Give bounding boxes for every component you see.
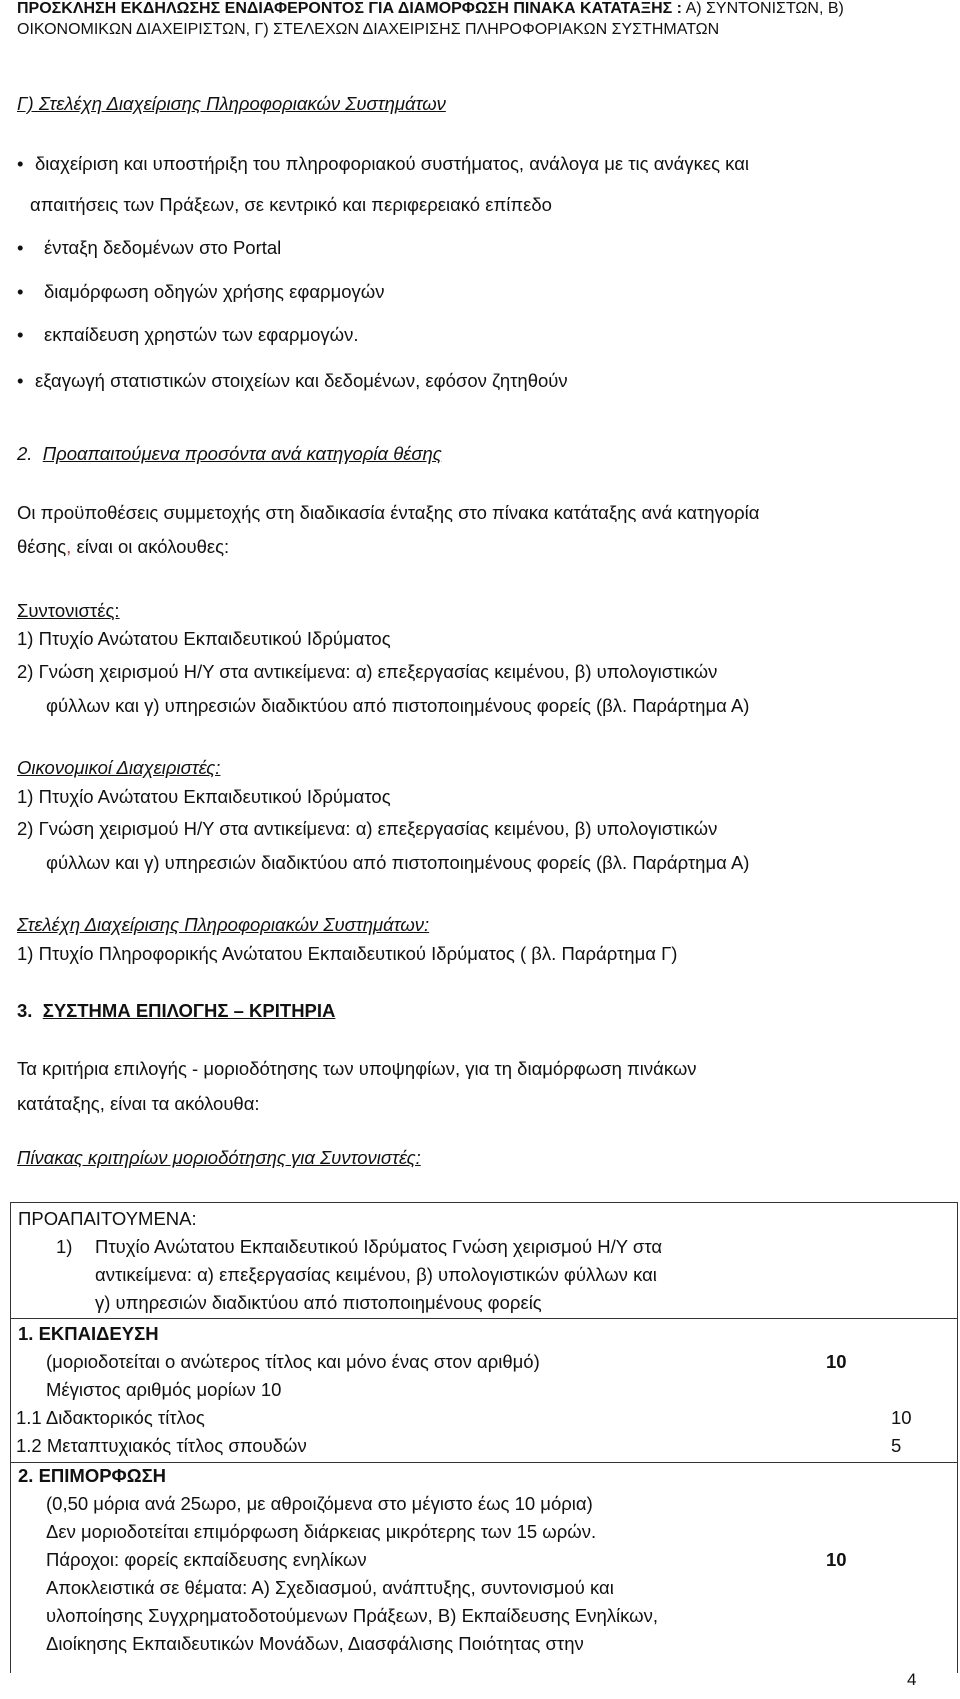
header-line-2: ΟΙΚΟΝΟΜΙΚΩΝ ΔΙΑΧΕΙΡΙΣΤΩΝ, Γ) ΣΤΕΛΕΧΩΝ ΔΙΑΧΕΙΡΙΣΗΣ ΠΛΗΡΟΦΟΡΙΑΚΩΝ ΣΥΣΤΗΜΑΤΩΝ (17, 21, 720, 38)
section-2-intro-line-1: Οι προϋποθέσεις συμμετοχής στη διαδικασία ένταξης στο πίνακα κατάταξης ανά κατηγορία (17, 502, 760, 523)
coordinators-item-1: 1) Πτυχίο Ανώτατου Εκπαιδευτικού Ιδρύματος (17, 628, 391, 649)
bullet-text: διαμόρφωση οδηγών χρήσης εφαρμογών (44, 281, 385, 302)
section-2-title: Προαπαιτούμενα προσόντα ανά κατηγορία θέσης (42, 443, 442, 464)
bullet-item (17, 324, 359, 346)
bullet-continuation: απαιτήσεις των Πράξεων, σε κεντρικό και περιφερειακό επίπεδο (30, 194, 552, 215)
training-max-points: 10 (826, 1549, 847, 1570)
header-line-1 (17, 0, 844, 18)
bullet-text: διαχείριση και υποστήριξη του πληροφοριακού συστήματος, ανάλογα με τις ανάγκες και (35, 153, 749, 174)
financial-item-1: 1) Πτυχίο Ανώτατου Εκπαιδευτικού Ιδρύματος (17, 786, 391, 807)
it-staff-item-1: 1) Πτυχίο Πληροφορικής Ανώτατου Εκπαιδευτικού Ιδρύματος ( βλ. Παράρτημα Γ) (17, 943, 678, 964)
coordinators-item-2-line-2: φύλλων και γ) υπηρεσιών διαδικτύου από πιστοποιημένους φορείς (βλ. Παράρτημα Α) (46, 695, 750, 716)
intro-rest: είναι οι ακόλουθες: (71, 536, 230, 557)
coordinators-heading: Συντονιστές: (17, 600, 120, 621)
criteria-table (10, 1202, 958, 1673)
training-line-4: Αποκλειστικά σε θέματα: Α) Σχεδιασμού, ανάπτυξης, συντονισμού και (46, 1577, 614, 1598)
bullet-icon: • (17, 237, 24, 258)
bullet-icon: • (17, 370, 24, 391)
prereq-number: 1) (56, 1236, 73, 1257)
intro-word: θέσης (17, 536, 67, 557)
training-line-1: (0,50 μόρια ανά 25ωρο, με αθροιζόμενα στο μέγιστο έως 10 μόρια) (46, 1493, 593, 1514)
education-max-points: 10 (826, 1351, 847, 1372)
education-line-2: Μέγιστος αριθμός μορίων 10 (46, 1379, 282, 1400)
bullet-item (17, 281, 384, 303)
table-row (11, 1463, 958, 1674)
training-line-2: Δεν μοριοδοτείται επιμόρφωση διάρκειας μικρότερης των 15 ωρών. (46, 1521, 597, 1542)
table-row (11, 1319, 958, 1463)
bullet-text: ένταξη δεδομένων στο Portal (44, 237, 282, 258)
financial-heading: Οικονομικοί Διαχειριστές: (17, 757, 221, 778)
table-row (11, 1203, 958, 1319)
prereq-heading: ΠΡΟΑΠΑΙΤΟΥΜΕΝΑ: (18, 1208, 197, 1229)
section-2-heading (17, 443, 442, 465)
prereq-line-2: αντικείμενα: α) επεξεργασίας κειμένου, β) υπολογιστικών φύλλων και (95, 1264, 657, 1285)
education-row-label: 1.2 Μεταπτυχιακός τίτλος σπουδών (16, 1435, 307, 1456)
training-line-5: υλοποίησης Συγχρηματοδοτούμενων Πράξεων, Β) Εκπαίδευσης Ενηλίκων, (46, 1605, 658, 1626)
section-3-number: 3. (17, 1000, 33, 1021)
header-line-1-bold: ΠΡΟΣΚΛΗΣΗ ΕΚΔΗΛΩΣΗΣ ΕΝΔΙΑΦΕΡΟΝΤΟΣ ΓΙΑ ΔΙΑΜΟΡΦΩΣΗ ΠΙΝΑΚΑ ΚΑΤΑΤΑΞΗΣ : (17, 0, 682, 17)
bullet-item (17, 153, 749, 175)
bullet-icon: • (17, 153, 24, 174)
training-cell (11, 1463, 958, 1674)
prereq-cell (11, 1203, 958, 1319)
bullet-item (17, 237, 281, 259)
education-cell (11, 1319, 958, 1463)
section-2-number: 2. (17, 443, 33, 464)
section-3-intro-line-2: κατάταξης, είναι τα ακόλουθα: (17, 1093, 260, 1114)
section-g-title: Γ) Στελέχη Διαχείρισης Πληροφοριακών Συστημάτων (17, 93, 446, 114)
bullet-icon: • (17, 324, 24, 345)
education-heading: 1. ΕΚΠΑΙΔΕΥΣΗ (18, 1323, 159, 1344)
education-row-label: 1.1 Διδακτορικός τίτλος (16, 1407, 205, 1428)
coordinators-item-2-line-1: 2) Γνώση χειρισμού Η/Υ στα αντικείμενα: α) επεξεργασίας κειμένου, β) υπολογιστικών (17, 661, 718, 682)
bullet-icon: • (17, 281, 24, 302)
education-row-points: 10 (891, 1407, 912, 1428)
bullet-text: εκπαίδευση χρηστών των εφαρμογών. (44, 324, 359, 345)
header-line-1-rest: Α) ΣΥΝΤΟΝΙΣΤΩΝ, Β) (682, 0, 844, 17)
training-heading: 2. ΕΠΙΜΟΡΦΩΣΗ (18, 1465, 167, 1486)
bullet-item (17, 370, 568, 392)
intro-comma: , (66, 536, 72, 557)
financial-item-2-line-2: φύλλων και γ) υπηρεσιών διαδικτύου από πιστοποιημένους φορείς (βλ. Παράρτημα Α) (46, 852, 750, 873)
education-row-points: 5 (891, 1435, 902, 1456)
financial-item-2-line-1: 2) Γνώση χειρισμού Η/Υ στα αντικείμενα: α) επεξεργασίας κειμένου, β) υπολογιστικών (17, 818, 718, 839)
section-3-title: ΣΥΣΤΗΜΑ ΕΠΙΛΟΓΗΣ – ΚΡΙΤΗΡΙΑ (42, 1000, 336, 1021)
training-line-6: Διοίκησης Εκπαιδευτικών Μονάδων, Διασφάλισης Ποιότητας στην (46, 1633, 584, 1654)
section-3-heading (17, 1000, 335, 1022)
page-number: 4 (907, 1670, 917, 1689)
education-line-1: (μοριοδοτείται ο ανώτερος τίτλος και μόνο ένας στον αριθμό) (46, 1351, 540, 1372)
prereq-line-1: Πτυχίο Ανώτατου Εκπαιδευτικού Ιδρύματος Γνώση χειρισμού Η/Υ στα (95, 1236, 663, 1257)
prereq-line-3: γ) υπηρεσιών διαδικτύου από πιστοποιημένους φορείς (95, 1292, 542, 1313)
it-staff-heading: Στελέχη Διαχείρισης Πληροφοριακών Συστημάτων: (17, 914, 430, 935)
criteria-table-title: Πίνακας κριτηρίων μοριοδότησης για Συντονιστές: (17, 1147, 421, 1168)
section-3-intro-line-1: Τα κριτήρια επιλογής - μοριοδότησης των υποψηφίων, για τη διαμόρφωση πινάκων (17, 1058, 697, 1079)
bullet-text: εξαγωγή στατιστικών στοιχείων και δεδομένων, εφόσον ζητηθούν (35, 370, 568, 391)
training-line-3: Πάροχοι: φορείς εκπαίδευσης ενηλίκων (46, 1549, 367, 1570)
section-2-intro-line-2 (17, 536, 229, 558)
